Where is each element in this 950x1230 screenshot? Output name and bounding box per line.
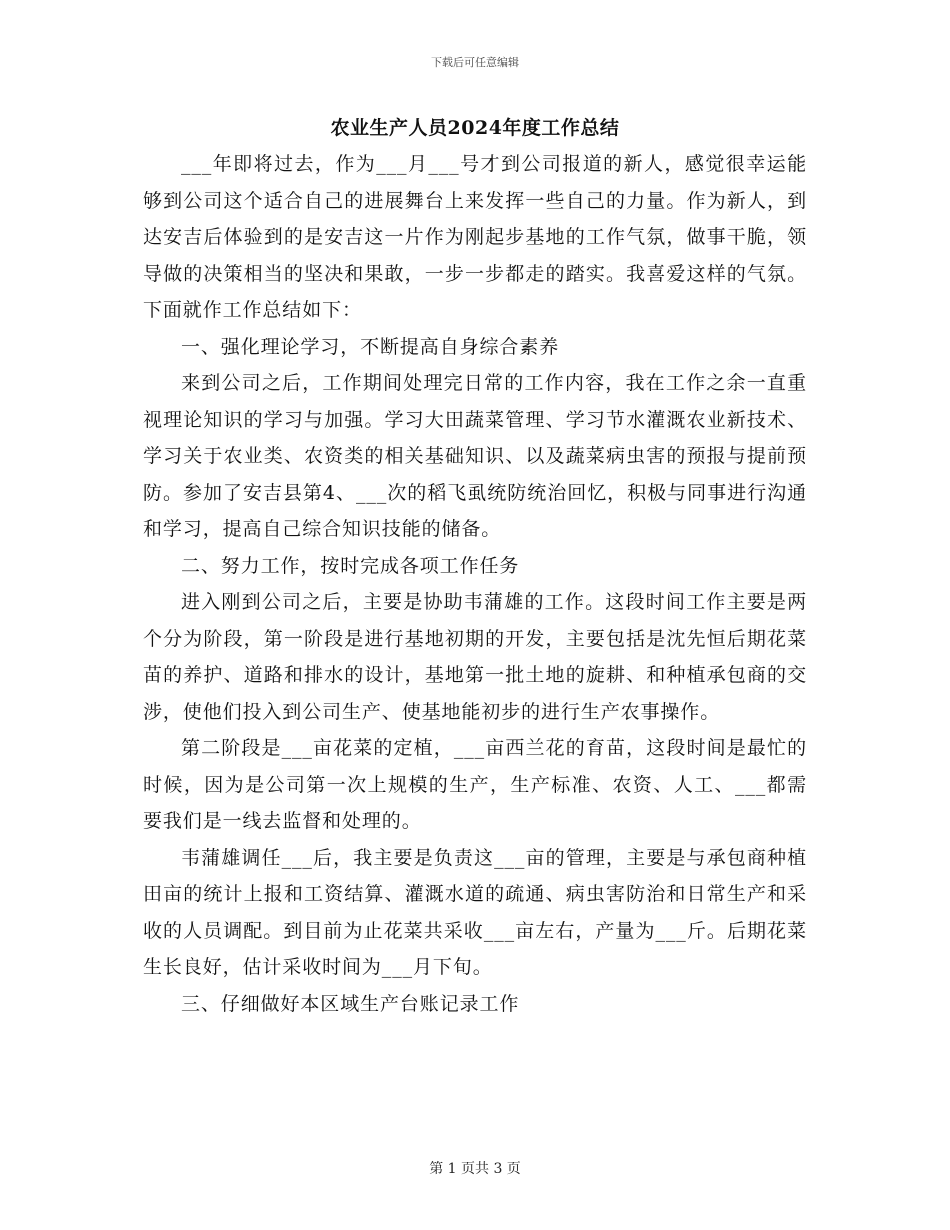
document-body	[143, 146, 807, 1022]
section-heading-2: 二、努力工作，按时完成各项工作任务	[181, 554, 520, 577]
page-header-note: 下载后可任意编辑	[431, 56, 519, 69]
paragraph-management: 韦蒲雄调任___后，我主要是负责这___亩的管理，主要是与承包商种植田亩的统计上报和工资结算、灌溉水道的疏通、病虫害防治和日常生产和采收的人员调配。到目前为止花菜共采收___亩左右，产量为___斤。后期花菜生长良好，估计采收时间为___月下旬。	[143, 846, 807, 978]
section-heading-3: 三、仔细做好本区域生产台账记录工作	[181, 992, 520, 1015]
paragraph-stage-two: 第二阶段是___亩花菜的定植，___亩西兰花的育苗，这段时间是最忙的时候，因为是公司第一次上规模的生产，生产标准、农资、人工、___都需要我们是一线去监督和处理的。	[143, 737, 807, 832]
paragraph-intro: ___年即将过去，作为___月___号才到公司报道的新人，感觉很幸运能够到公司这个适合自己的进展舞台上来发挥一些自己的力量。作为新人，到达安吉后体验到的是安吉这一片作为刚起步基地的工作气氛，做事干脆，领导做的决策相当的坚决和果敢，一步一步都走的踏实。我喜爱这样的气氛。下面就作工作总结如下：	[143, 153, 807, 321]
document-title: 农业生产人员2024年度工作总结	[330, 117, 620, 139]
page-footer-note: 第 1 页共 3 页	[429, 1161, 521, 1177]
paragraph-stage-one: 进入刚到公司之后，主要是协助韦蒲雄的工作。这段时间工作主要是两个分为阶段，第一阶段是进行基地初期的开发，主要包括是沈先恒后期花菜苗的养护、道路和排水的设计，基地第一批土地的旋耕、和种植承包商的交涉，使他们投入到公司生产、使基地能初步的进行生产农事操作。	[143, 591, 807, 723]
paragraph-study: 来到公司之后，工作期间处理完日常的工作内容，我在工作之余一直重视理论知识的学习与加强。学习大田蔬菜管理、学习节水灌溉农业新技术、学习关于农业类、农资类的相关基础知识、以及蔬菜病虫害的预报与提前预防。参加了安吉县第4、___次的稻飞虱统防统治回忆，积极与同事进行沟通和学习，提高自己综合知识技能的储备。	[143, 372, 807, 540]
section-heading-1: 一、强化理论学习，不断提高自身综合素养	[181, 335, 560, 358]
